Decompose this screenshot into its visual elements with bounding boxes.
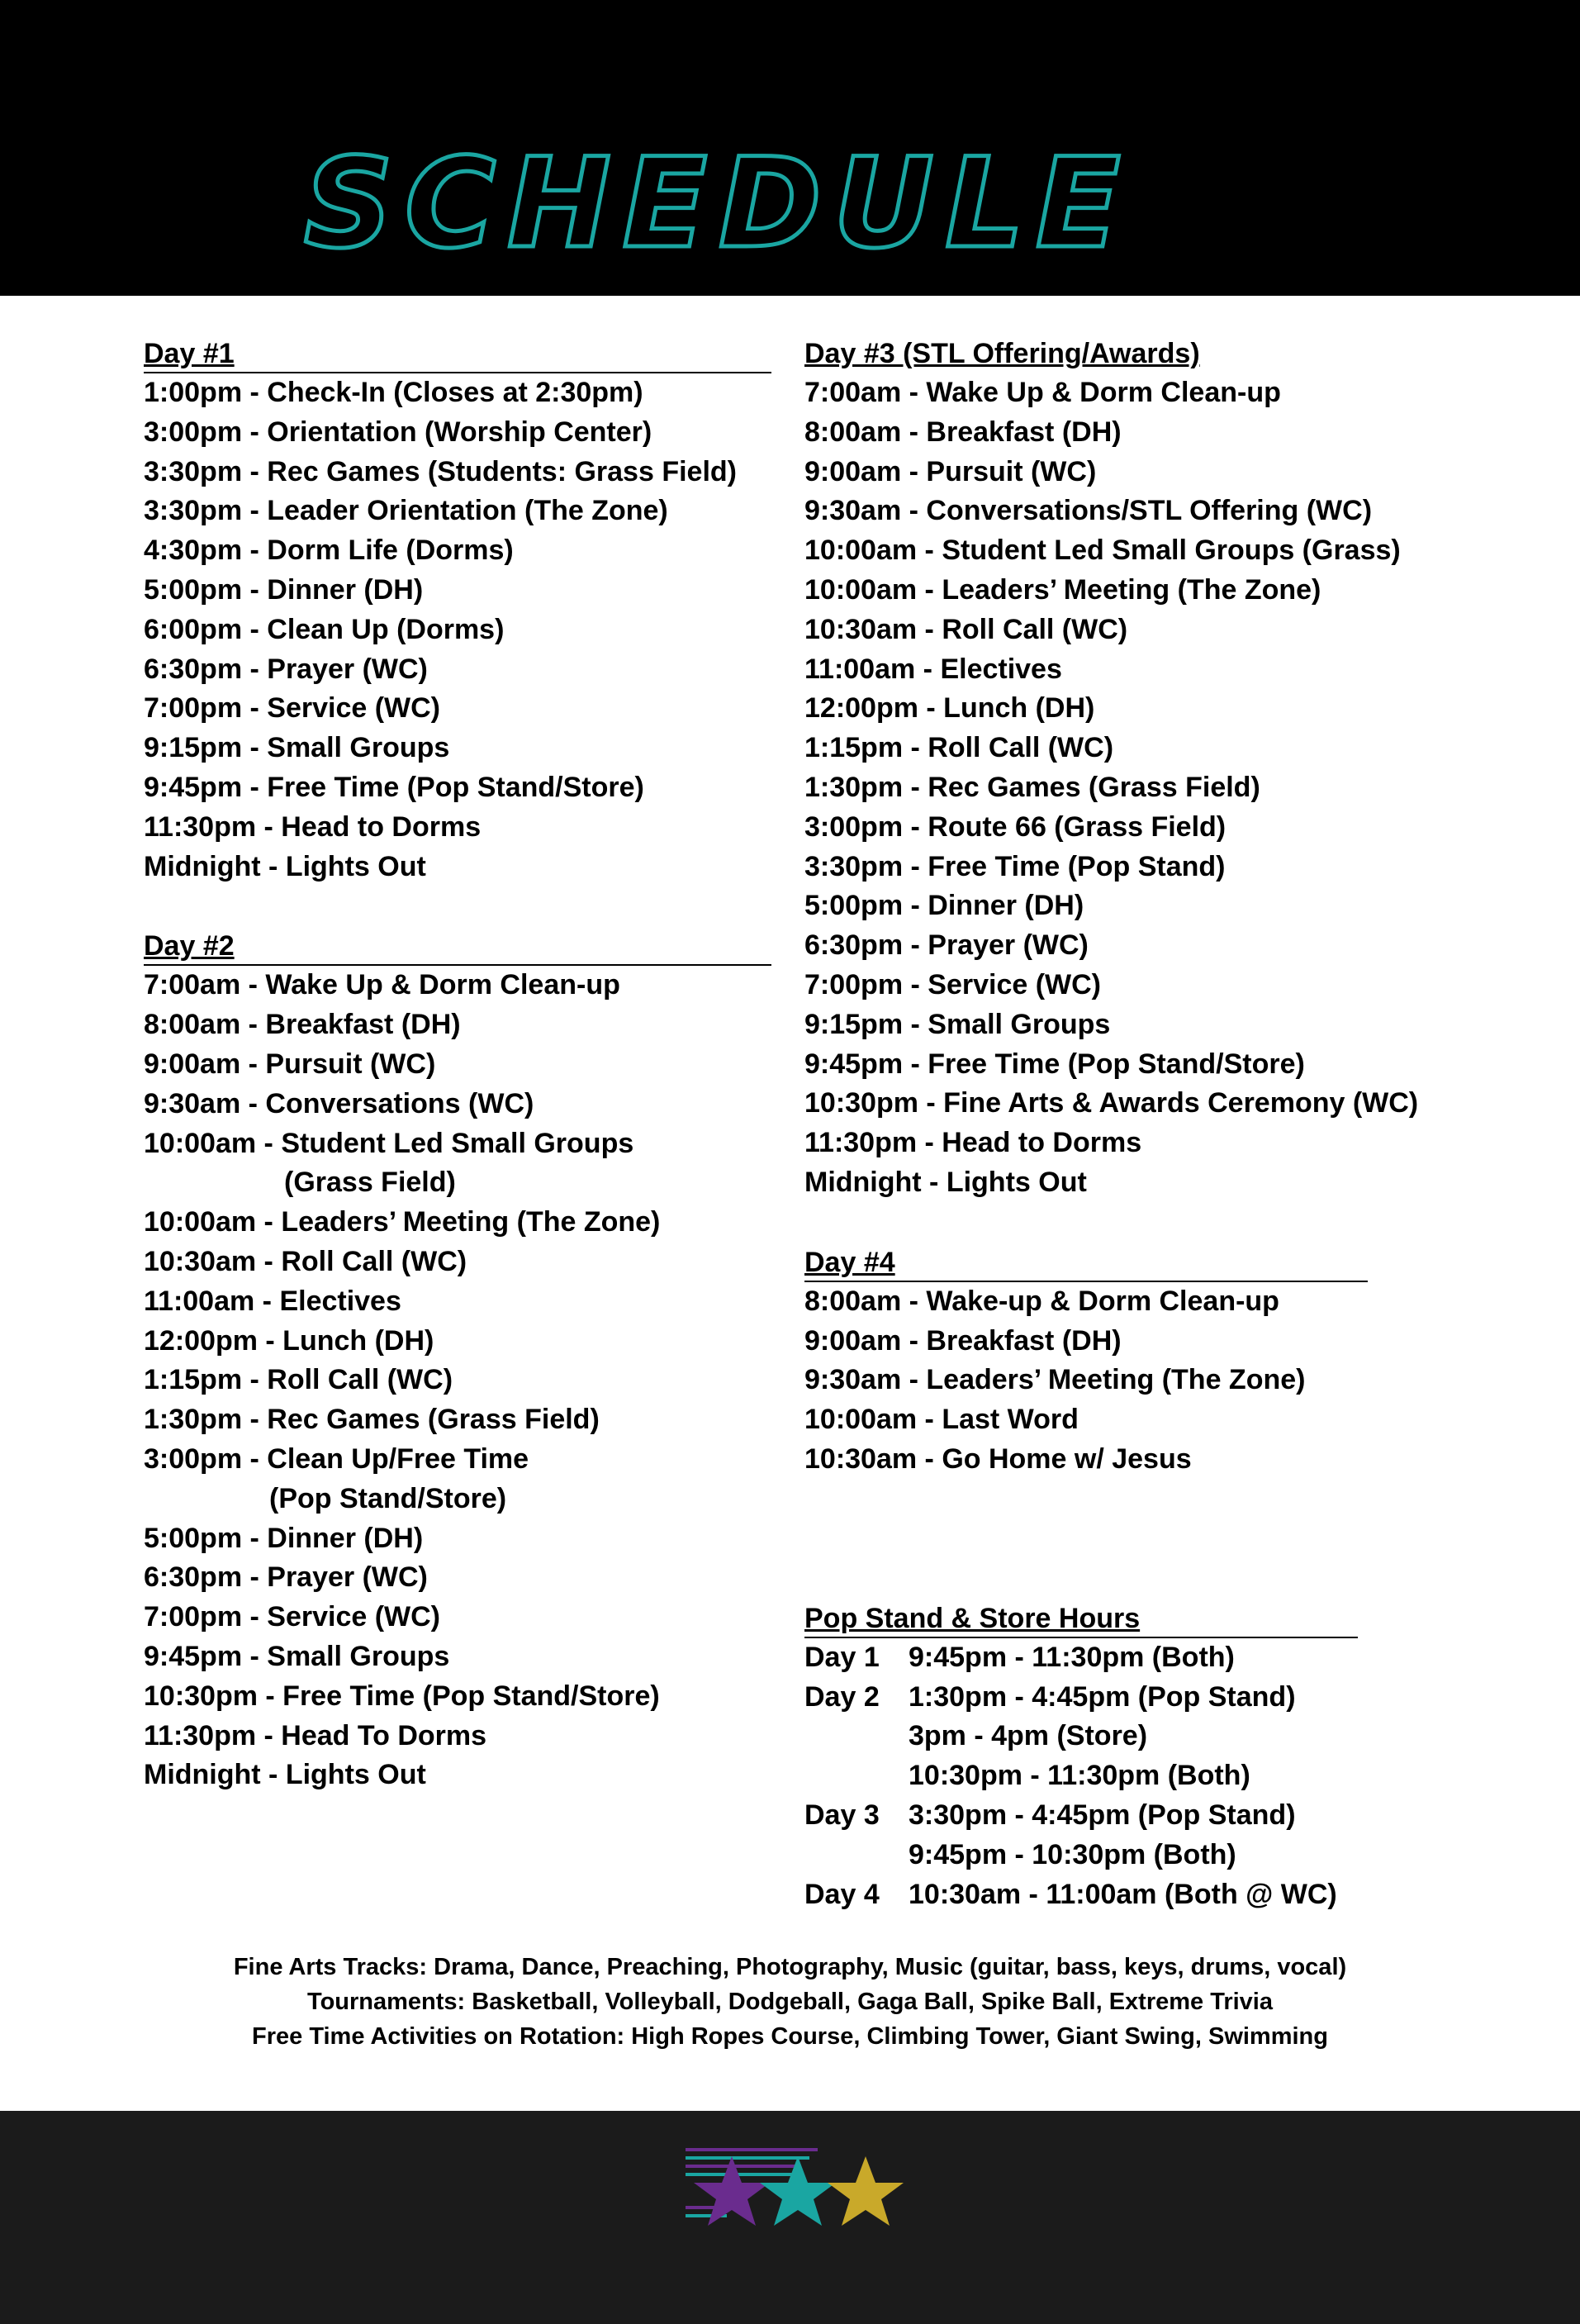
- three-stars-icon: [682, 2140, 922, 2239]
- day2-item: 10:30am - Roll Call (WC): [144, 1245, 467, 1277]
- hours-row: [804, 1836, 1548, 1875]
- day3-item: 6:30pm - Prayer (WC): [804, 929, 1089, 962]
- day4-item: 8:00am - Wake-up & Dorm Clean-up: [804, 1285, 1279, 1317]
- footer-notes: [0, 1950, 1580, 2054]
- hours-heading: Pop Stand & Store Hours: [804, 1599, 1358, 1638]
- day1-item: Midnight - Lights Out: [144, 850, 426, 882]
- day3-item: 9:00am - Pursuit (WC): [804, 455, 1097, 487]
- day3-item: 9:15pm - Small Groups: [804, 1008, 1111, 1040]
- hours-row: [804, 1717, 1548, 1756]
- day3-item: 8:00am - Breakfast (DH): [804, 416, 1122, 448]
- hours-day: [804, 1836, 909, 1875]
- hours-day: Day 3: [804, 1799, 880, 1831]
- day3-item: 9:30am - Conversations/STL Offering (WC): [804, 495, 1373, 527]
- day2-item: 10:00am - Leaders’ Meeting (The Zone): [144, 1206, 661, 1238]
- day1-item: 3:30pm - Leader Orientation (The Zone): [144, 495, 668, 527]
- day3-item: 1:15pm - Roll Call (WC): [804, 732, 1114, 764]
- day3-item: Midnight - Lights Out: [804, 1166, 1087, 1198]
- hours-row: [804, 1875, 1548, 1915]
- day2-item: 7:00pm - Service (WC): [144, 1601, 440, 1633]
- day3-item: 3:00pm - Route 66 (Grass Field): [804, 810, 1227, 843]
- day3-item: 10:00am - Leaders’ Meeting (The Zone): [804, 573, 1321, 606]
- day3-item: 12:00pm - Lunch (DH): [804, 692, 1095, 725]
- day1-item: 3:30pm - Rec Games (Students: Grass Field): [144, 455, 737, 487]
- day2-item-continuation: (Grass Field): [284, 1167, 456, 1199]
- hours-time: 9:45pm - 10:30pm (Both): [909, 1838, 1236, 1870]
- day2-item: 1:15pm - Roll Call (WC): [144, 1364, 453, 1396]
- day2-item: 9:45pm - Small Groups: [144, 1640, 450, 1672]
- hours-day: [804, 1756, 909, 1796]
- right-column: [804, 334, 1548, 1914]
- day2-item: 9:00am - Pursuit (WC): [144, 1048, 436, 1080]
- section-gap: [804, 1480, 1548, 1599]
- day1-item: 6:00pm - Clean Up (Dorms): [144, 613, 505, 645]
- day1-section: [144, 334, 771, 886]
- day4-section: [804, 1243, 1548, 1480]
- fine-arts-note: Fine Arts Tracks: Drama, Dance, Preaching, Photography, Music (guitar, bass, keys, drums, vocal): [233, 1954, 1347, 1980]
- hours-time: 9:45pm - 11:30pm (Both): [909, 1641, 1235, 1673]
- day3-item: 5:00pm - Dinner (DH): [804, 890, 1084, 922]
- day3-item: 1:30pm - Rec Games (Grass Field): [804, 771, 1260, 803]
- day2-section: [144, 926, 771, 1795]
- day3-item: 7:00am - Wake Up & Dorm Clean-up: [804, 377, 1281, 408]
- hours-time: 10:30am - 11:00am (Both @ WC): [909, 1878, 1337, 1910]
- day3-section: [804, 334, 1548, 1203]
- hours-time: 1:30pm - 4:45pm (Pop Stand): [909, 1680, 1296, 1713]
- day2-item: 5:00pm - Dinner (DH): [144, 1522, 424, 1554]
- day4-item: 9:00am - Breakfast (DH): [804, 1324, 1122, 1357]
- day3-item: 3:30pm - Free Time (Pop Stand): [804, 850, 1226, 882]
- schedule-title-text: SCHEDULE: [304, 140, 1132, 264]
- day2-item: 1:30pm - Rec Games (Grass Field): [144, 1404, 600, 1436]
- day2-item: 7:00am - Wake Up & Dorm Clean-up: [144, 969, 620, 1001]
- day1-item: 5:00pm - Dinner (DH): [144, 573, 424, 606]
- day1-heading: Day #1: [144, 334, 771, 373]
- section-gap: [804, 1203, 1548, 1243]
- hours-day: Day 4: [804, 1878, 880, 1910]
- day3-item: 10:30pm - Fine Arts & Awards Ceremony (WC): [804, 1087, 1419, 1119]
- day3-item: 11:30pm - Head to Dorms: [804, 1127, 1142, 1159]
- day1-item: 6:30pm - Prayer (WC): [144, 653, 428, 685]
- day2-item-continuation: (Pop Stand/Store): [269, 1482, 507, 1514]
- day1-item: 11:30pm - Head to Dorms: [144, 810, 482, 843]
- hours-day: [804, 1717, 909, 1756]
- schedule-title: [297, 140, 1305, 264]
- day1-item: 1:00pm - Check-In (Closes at 2:30pm): [144, 377, 643, 408]
- day2-heading: Day #2: [144, 926, 771, 966]
- day4-item: 9:30am - Leaders’ Meeting (The Zone): [804, 1364, 1306, 1396]
- day2-item: 11:00am - Electives: [144, 1285, 401, 1317]
- hours-section: [804, 1599, 1548, 1915]
- day4-item: 10:00am - Last Word: [804, 1404, 1079, 1436]
- day2-item: 10:30pm - Free Time (Pop Stand/Store): [144, 1680, 660, 1712]
- day2-item: 8:00am - Breakfast (DH): [144, 1009, 461, 1041]
- hours-row: [804, 1796, 1548, 1836]
- day2-item: 3:00pm - Clean Up/Free Time: [144, 1442, 529, 1475]
- hours-time: 3pm - 4pm (Store): [909, 1720, 1148, 1752]
- gold-star: [828, 2156, 904, 2226]
- tournaments-note: Tournaments: Basketball, Volleyball, Dodgeball, Gaga Ball, Spike Ball, Extreme Trivia: [307, 1989, 1273, 2015]
- day2-item: 6:30pm - Prayer (WC): [144, 1561, 428, 1594]
- day2-item: 9:30am - Conversations (WC): [144, 1087, 534, 1119]
- day2-item: 11:30pm - Head To Dorms: [144, 1719, 487, 1751]
- hours-row: [804, 1756, 1548, 1796]
- day1-item: 7:00pm - Service (WC): [144, 692, 440, 725]
- day3-item: 9:45pm - Free Time (Pop Stand/Store): [804, 1048, 1305, 1080]
- hours-row: [804, 1638, 1548, 1678]
- day2-item: Midnight - Lights Out: [144, 1759, 426, 1791]
- hours-time: 10:30pm - 11:30pm (Both): [909, 1760, 1250, 1792]
- day2-item: 12:00pm - Lunch (DH): [144, 1324, 434, 1357]
- hours-day: Day 2: [804, 1680, 880, 1713]
- hours-day: Day 1: [804, 1641, 880, 1673]
- day3-item: 11:00am - Electives: [804, 653, 1062, 685]
- hours-time: 3:30pm - 4:45pm (Pop Stand): [909, 1799, 1296, 1831]
- day1-item: 4:30pm - Dorm Life (Dorms): [144, 535, 514, 567]
- day3-item: 10:00am - Student Led Small Groups (Grass): [804, 535, 1401, 567]
- day3-heading: Day #3 (STL Offering/Awards): [804, 338, 1200, 369]
- day1-item: 9:15pm - Small Groups: [144, 732, 450, 764]
- day4-item: 10:30am - Go Home w/ Jesus: [804, 1442, 1192, 1475]
- free-time-note: Free Time Activities on Rotation: High Ropes Course, Climbing Tower, Giant Swing, Swimming: [252, 2023, 1328, 2050]
- hours-row: [804, 1678, 1548, 1718]
- day4-heading: Day #4: [804, 1243, 1368, 1282]
- day3-item: 10:30am - Roll Call (WC): [804, 613, 1128, 645]
- left-column: [144, 334, 771, 1795]
- day1-item: 9:45pm - Free Time (Pop Stand/Store): [144, 771, 644, 803]
- section-gap: [144, 886, 771, 926]
- day1-item: 3:00pm - Orientation (Worship Center): [144, 416, 652, 448]
- day3-item: 7:00pm - Service (WC): [804, 968, 1101, 1000]
- day2-item: 10:00am - Student Led Small Groups: [144, 1127, 634, 1159]
